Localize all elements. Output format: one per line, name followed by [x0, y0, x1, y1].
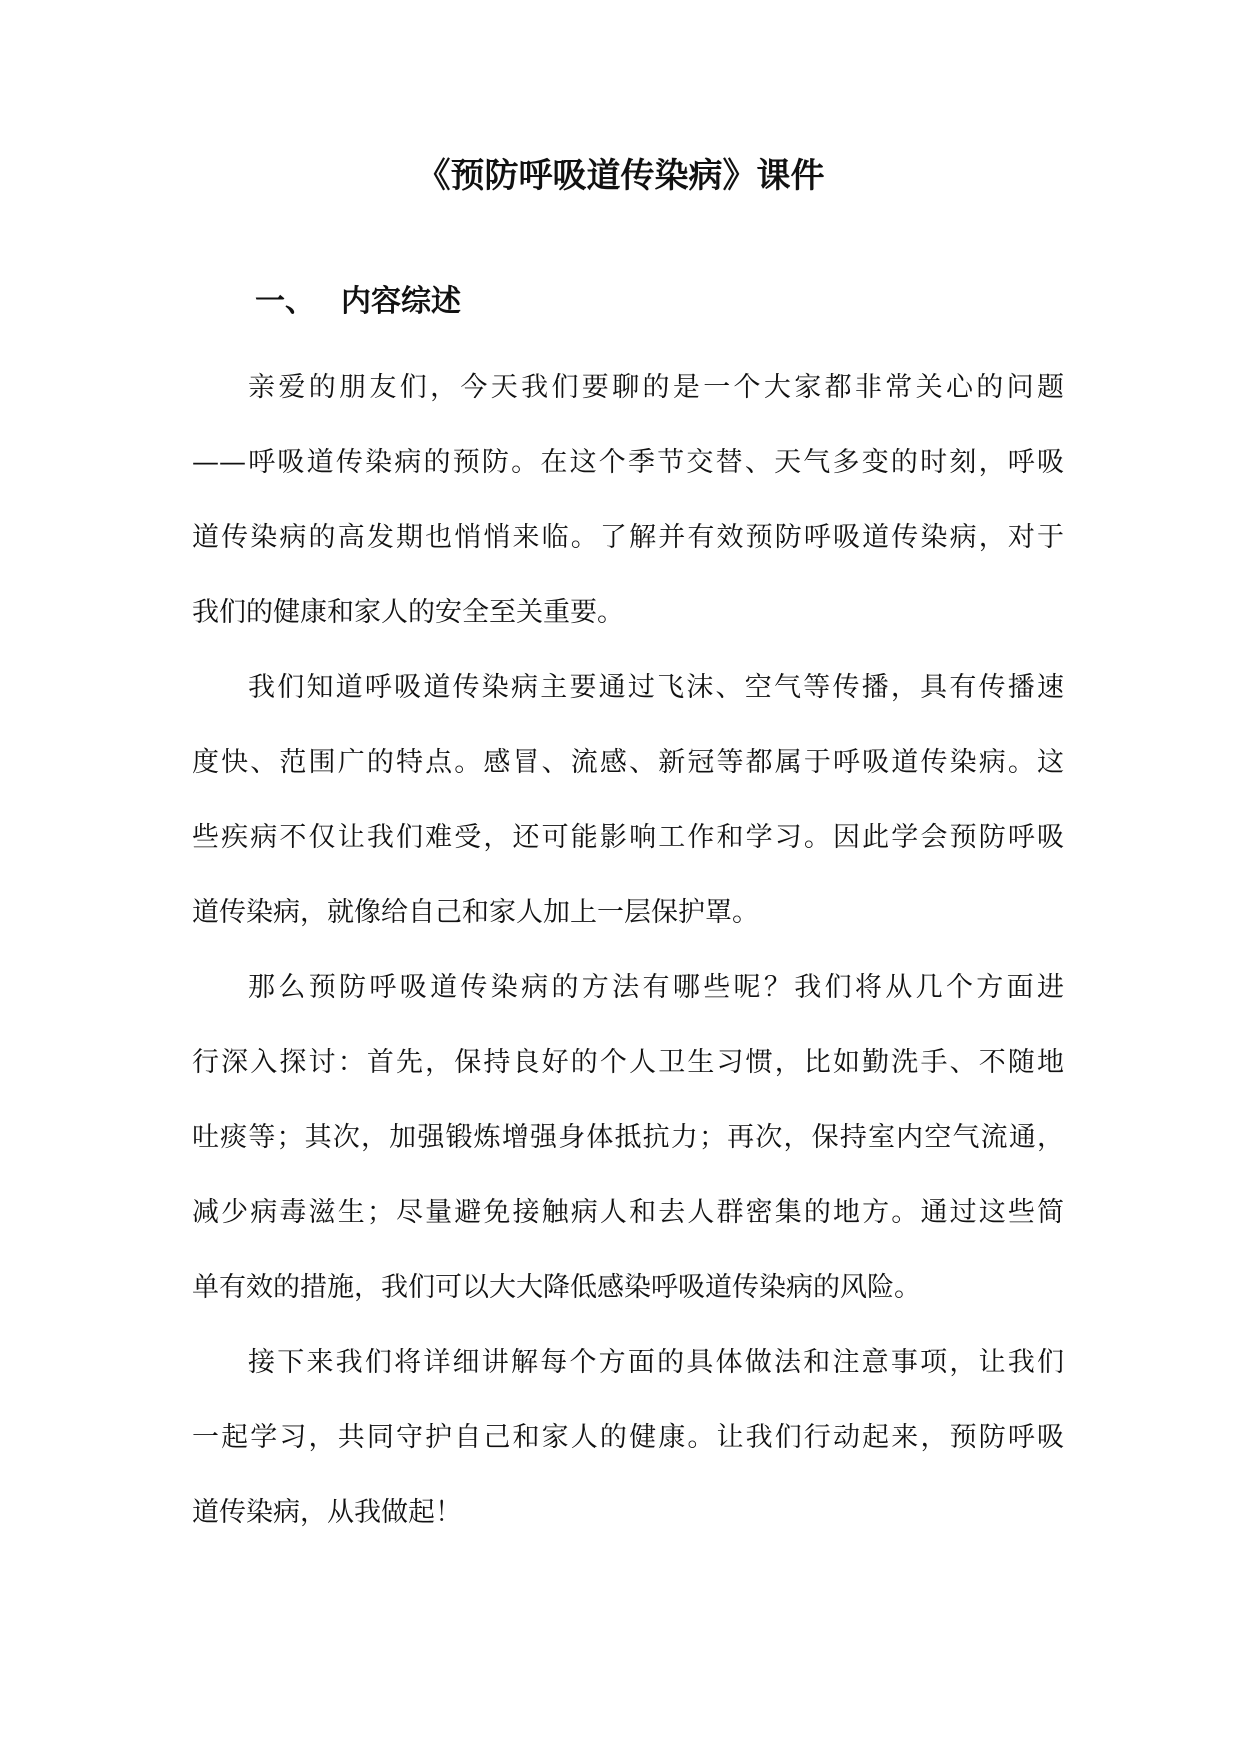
text-line: 度快、范围广的特点。感冒、流感、新冠等都属于呼吸道传染病。这: [192, 747, 1064, 778]
paragraph: [192, 1343, 1064, 1568]
paragraph: [192, 968, 1064, 1343]
text-line: 接下来我们将详细讲解每个方面的具体做法和注意事项，让我们: [248, 1347, 1064, 1378]
text-line: 道传染病的高发期也悄悄来临。了解并有效预防呼吸道传染病，对于: [192, 522, 1064, 553]
text-line: 我们的健康和家人的安全至关重要。: [192, 597, 624, 628]
text-line: 减少病毒滋生；尽量避免接触病人和去人群密集的地方。通过这些简: [192, 1197, 1064, 1228]
page-title: 《预防呼吸道传染病》课件: [416, 156, 825, 196]
text-line: 吐痰等；其次，加强锻炼增强身体抵抗力；再次，保持室内空气流通，: [192, 1122, 1064, 1153]
section-number: 一、: [255, 284, 315, 319]
paragraph: [192, 368, 1064, 668]
body-text: [192, 368, 1064, 1568]
text-line: 道传染病，从我做起！: [192, 1497, 462, 1528]
section-heading: [255, 280, 461, 324]
paragraph: [192, 668, 1064, 968]
text-line: 亲爱的朋友们，今天我们要聊的是一个大家都非常关心的问题: [248, 372, 1064, 403]
text-line: 单有效的措施，我们可以大大降低感染呼吸道传染病的风险。: [192, 1272, 921, 1303]
text-line: 些疾病不仅让我们难受，还可能影响工作和学习。因此学会预防呼吸: [192, 822, 1064, 853]
text-line: 那么预防呼吸道传染病的方法有哪些呢？我们将从几个方面进: [248, 972, 1064, 1003]
text-line: 行深入探讨：首先，保持良好的个人卫生习惯，比如勤洗手、不随地: [192, 1047, 1064, 1078]
text-line: 道传染病，就像给自己和家人加上一层保护罩。: [192, 897, 759, 928]
text-line: ——呼吸道传染病的预防。在这个季节交替、天气多变的时刻，呼吸: [192, 447, 1064, 478]
section-title: 内容综述: [341, 284, 461, 319]
text-line: 一起学习，共同守护自己和家人的健康。让我们行动起来，预防呼吸: [192, 1422, 1064, 1453]
text-line: 我们知道呼吸道传染病主要通过飞沫、空气等传播，具有传播速: [248, 672, 1064, 703]
